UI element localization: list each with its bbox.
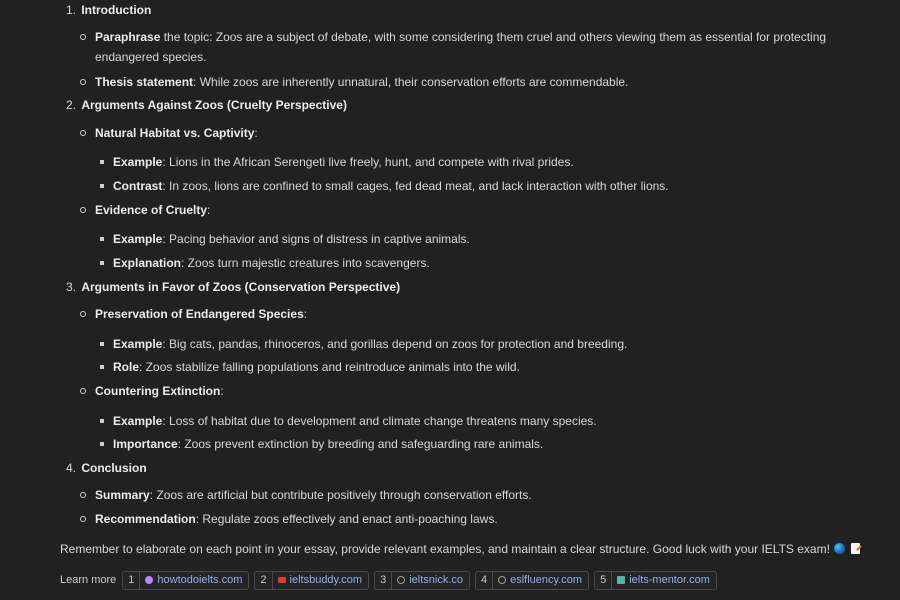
square-bullet-icon bbox=[100, 160, 104, 164]
item-label: Example bbox=[113, 337, 163, 351]
section-title: Arguments Against Zoos (Cruelty Perspective) bbox=[81, 98, 347, 112]
item-text: : bbox=[303, 307, 308, 321]
item-text: : bbox=[220, 384, 224, 398]
item-text: endangered species. bbox=[95, 50, 207, 64]
flag-icon bbox=[278, 577, 286, 583]
circle-bullet-icon bbox=[80, 388, 86, 394]
square-bullet-icon bbox=[100, 184, 104, 188]
section-heading bbox=[66, 97, 347, 113]
section-title: Arguments in Favor of Zoos (Conservation Perspective) bbox=[81, 280, 401, 294]
item-text: : bbox=[254, 126, 258, 140]
circle-bullet-icon bbox=[80, 207, 86, 213]
section-title: Introduction bbox=[81, 3, 152, 17]
source-name: howtodoielts.com bbox=[157, 573, 243, 586]
site-icon bbox=[617, 576, 625, 584]
item-text: : bbox=[207, 203, 211, 217]
circle-bullet-icon bbox=[80, 516, 86, 522]
square-bullet-icon bbox=[100, 342, 104, 346]
circle-bullet-icon bbox=[80, 492, 86, 498]
item-text: : Zoos stabilize falling populations and reintroduce animals into the wild. bbox=[139, 360, 520, 374]
globe-icon bbox=[397, 576, 405, 584]
source-index: 3 bbox=[375, 572, 392, 589]
source-name: ielts-mentor.com bbox=[629, 573, 710, 586]
item-label: Summary bbox=[95, 488, 150, 502]
item-text: : While zoos are inherently unnatural, their conservation efforts are commendable. bbox=[193, 75, 629, 89]
source-link-4[interactable] bbox=[475, 571, 589, 590]
item-text: : Regulate zoos effectively and enact anti-poaching laws. bbox=[195, 512, 498, 526]
purple-circle-icon bbox=[145, 576, 153, 584]
item-label: Paraphrase bbox=[95, 30, 161, 44]
source-index: 1 bbox=[123, 572, 140, 589]
globe-emoji-icon bbox=[834, 543, 845, 554]
section-heading bbox=[66, 279, 400, 295]
square-bullet-icon bbox=[100, 261, 104, 265]
section-heading bbox=[66, 2, 151, 18]
item-text: : Big cats, pandas, rhinoceros, and gorillas depend on zoos for protection and breeding. bbox=[162, 337, 628, 351]
section-number: 2. bbox=[66, 98, 77, 112]
item-label: Thesis statement bbox=[95, 75, 194, 89]
source-link-5[interactable] bbox=[594, 571, 717, 590]
square-bullet-icon bbox=[100, 365, 104, 369]
source-link-3[interactable] bbox=[374, 571, 470, 590]
section-number: 1. bbox=[66, 3, 77, 17]
circle-bullet-icon bbox=[80, 130, 86, 136]
source-name: ieltsnick.co bbox=[409, 573, 463, 586]
item-label: Example bbox=[113, 414, 163, 428]
circle-bullet-icon bbox=[80, 79, 86, 85]
section-title: Conclusion bbox=[81, 461, 147, 475]
section-heading bbox=[66, 460, 147, 476]
source-link-2[interactable] bbox=[254, 571, 369, 590]
item-label: Countering Extinction bbox=[95, 384, 221, 398]
item-label: Example bbox=[113, 155, 163, 169]
item-text: : Loss of habitat due to development and climate change threatens many species. bbox=[162, 414, 597, 428]
source-index: 5 bbox=[595, 572, 612, 589]
source-name: eslfluency.com bbox=[510, 573, 583, 586]
item-label: Preservation of Endangered Species bbox=[95, 307, 304, 321]
source-index: 4 bbox=[476, 572, 493, 589]
circle-bullet-icon bbox=[80, 34, 86, 40]
closing-paragraph bbox=[60, 541, 860, 557]
source-link-1[interactable] bbox=[122, 571, 249, 590]
item-label: Importance bbox=[113, 437, 178, 451]
item-text: : Zoos turn majestic creatures into scavengers. bbox=[181, 256, 430, 270]
item-text: : Zoos prevent extinction by breeding and safeguarding rare animals. bbox=[177, 437, 544, 451]
item-text: : Zoos are artificial but contribute positively through conservation efforts. bbox=[149, 488, 532, 502]
circle-bullet-icon bbox=[80, 311, 86, 317]
item-text: the topic: Zoos are a subject of debate, with some considering them cruel and others viewing them as essential for protecting bbox=[160, 30, 827, 44]
square-bullet-icon bbox=[100, 419, 104, 423]
item-label: Explanation bbox=[113, 256, 182, 270]
item-label: Recommendation bbox=[95, 512, 196, 526]
item-text: : Pacing behavior and signs of distress in captive animals. bbox=[162, 232, 470, 246]
section-number: 4. bbox=[66, 461, 77, 475]
item-label: Evidence of Cruelty bbox=[95, 203, 208, 217]
source-name: ieltsbuddy.com bbox=[289, 573, 363, 586]
learn-more-bar bbox=[60, 571, 722, 589]
item-label: Example bbox=[113, 232, 163, 246]
globe-icon bbox=[498, 576, 506, 584]
item-label: Contrast bbox=[113, 179, 163, 193]
memo-emoji-icon bbox=[851, 543, 860, 554]
item-text: : In zoos, lions are confined to small cages, fed dead meat, and lack interaction with other lions. bbox=[162, 179, 669, 193]
closing-text: Remember to elaborate on each point in your essay, provide relevant examples, and maintain a clear structure. Good luck with your IELTS exam! bbox=[60, 542, 830, 556]
section-number: 3. bbox=[66, 280, 77, 294]
item-text: : Lions in the African Serengeti live freely, hunt, and compete with rival prides. bbox=[162, 155, 574, 169]
square-bullet-icon bbox=[100, 237, 104, 241]
item-label: Natural Habitat vs. Captivity bbox=[95, 126, 255, 140]
learn-more-label: Learn more bbox=[60, 574, 117, 586]
source-index: 2 bbox=[255, 572, 272, 589]
square-bullet-icon bbox=[100, 442, 104, 446]
item-label: Role bbox=[113, 360, 140, 374]
